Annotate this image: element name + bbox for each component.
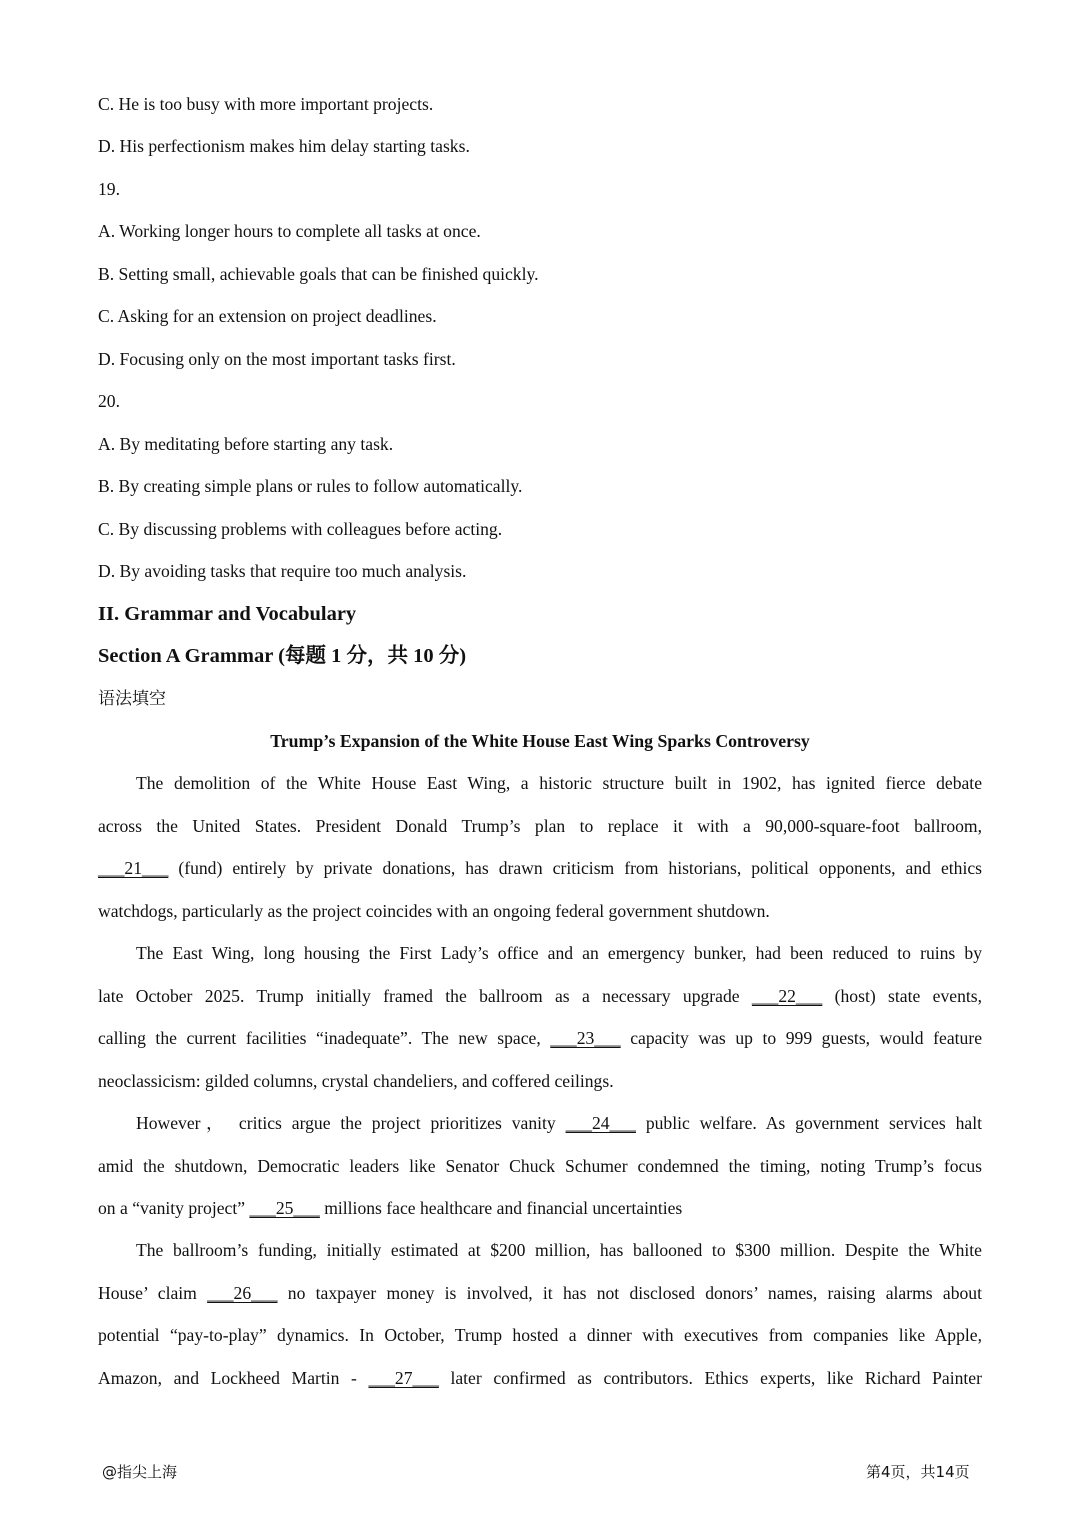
p3-line-1 (98, 1102, 982, 1145)
q19-option-d: D. Focusing only on the most important tasks first. (98, 349, 456, 369)
q20-option-b: B. By creating simple plans or rules to follow automatically. (98, 476, 523, 496)
p3-line-1-text-b: public welfare. As government services halt (635, 1113, 982, 1133)
blank-23: ___23___ (550, 1028, 621, 1048)
option-d: D. His perfectionism makes him delay starting tasks. (98, 136, 470, 156)
p3-line-2: amid the shutdown, Democratic leaders like Senator Chuck Schumer condemned the timing, noting Trump’s focus (98, 1155, 982, 1176)
blank-24: ___24___ (565, 1113, 636, 1133)
subsection-heading: Section A Grammar (每题 1 分，共 10 分) (98, 645, 467, 667)
blank-21: ___21___ (98, 858, 169, 878)
p2-line-2 (98, 975, 982, 1018)
paragraph-3 (98, 1102, 982, 1230)
p2-line-1: The East Wing, long housing the First Lady’s office and an emergency bunker, had been reduced to ruins by (136, 943, 982, 963)
p3-line-3-text-b: millions face healthcare and financial uncertainties (319, 1198, 683, 1218)
p3-line-3-text-a: on a “vanity project” (98, 1198, 250, 1218)
blank-25: ___25___ (249, 1198, 320, 1218)
p2-line-3-text-a: calling the current facilities “inadequate”. The new space, (98, 1028, 551, 1048)
p4-line-4-text-b: later confirmed as contributors. Ethics experts, like Richard Painter (438, 1367, 982, 1388)
paragraph-2 (98, 932, 982, 1102)
question-number-19: 19. (98, 179, 120, 199)
p2-line-4: neoclassicism: gilded columns, crystal chandeliers, and coffered ceilings. (98, 1070, 614, 1091)
q19-option-a: A. Working longer hours to complete all tasks at once. (98, 221, 481, 241)
p4-line-3: potential “pay-to-play” dynamics. In October, Trump hosted a dinner with executives from companies like Apple, (98, 1325, 982, 1345)
q19-option-c: C. Asking for an extension on project deadlines. (98, 306, 437, 326)
p4-line-1: The ballroom’s funding, initially estimated at $200 million, has ballooned to $300 million. Despite the White (136, 1240, 982, 1260)
p2-line-3-text-b: capacity was up to 999 guests, would feature (620, 1028, 982, 1048)
paragraph-1 (98, 762, 982, 932)
footer-source: @指尖上海 (102, 1463, 178, 1481)
q20-option-d: D. By avoiding tasks that require too much analysis. (98, 561, 467, 581)
p2-line-3 (98, 1017, 982, 1060)
q20-option-a: A. By meditating before starting any task. (98, 434, 394, 454)
p1-line-3 (98, 847, 982, 890)
task-label: 语法填空 (98, 689, 166, 709)
p4-line-2-text-b: no taxpayer money is involved, it has not disclosed donors’ names, raising alarms about (277, 1282, 982, 1303)
section-heading: II. Grammar and Vocabulary (98, 603, 357, 625)
blank-26: ___26___ (207, 1282, 278, 1303)
blank-22: ___22___ (751, 985, 823, 1006)
p4-line-4 (98, 1357, 982, 1400)
question-number-20: 20. (98, 391, 120, 411)
p3-line-1-text-a: However， critics argue the project prioritizes vanity (136, 1113, 566, 1133)
p1-line-2: across the United States. President Donald Trump’s plan to replace it with a 90,000-square-foot ballroom, (98, 815, 982, 836)
option-c: C. He is too busy with more important projects. (98, 94, 434, 114)
p4-line-4-text-a: Amazon, and Lockheed Martin - (98, 1367, 369, 1388)
p4-line-2 (98, 1272, 982, 1315)
paragraph-4 (98, 1229, 982, 1399)
footer-page-number: 第4页，共14页 (866, 1463, 970, 1481)
p1-line-3-text: (fund) entirely by private donations, has drawn criticism from historians, political opponents, and ethics (168, 858, 982, 878)
p1-line-1: The demolition of the White House East Wing, a historic structure built in 1902, has ignited fierce debate (136, 773, 982, 793)
p3-line-3 (98, 1187, 982, 1230)
p1-line-4: watchdogs, particularly as the project coincides with an ongoing federal government shutdown. (98, 900, 770, 921)
p2-line-2-text-b: (host) state events, (822, 985, 982, 1006)
q20-option-c: C. By discussing problems with colleagues before acting. (98, 519, 503, 539)
q19-option-b: B. Setting small, achievable goals that can be finished quickly. (98, 264, 539, 284)
passage-title: Trump’s Expansion of the White House East Wing Sparks Controversy (270, 731, 810, 751)
p2-line-2-text-a: late October 2025. Trump initially framed the ballroom as a necessary upgrade (98, 985, 752, 1006)
p4-line-2-text-a: House’ claim (98, 1282, 208, 1303)
blank-27: ___27___ (368, 1367, 439, 1388)
